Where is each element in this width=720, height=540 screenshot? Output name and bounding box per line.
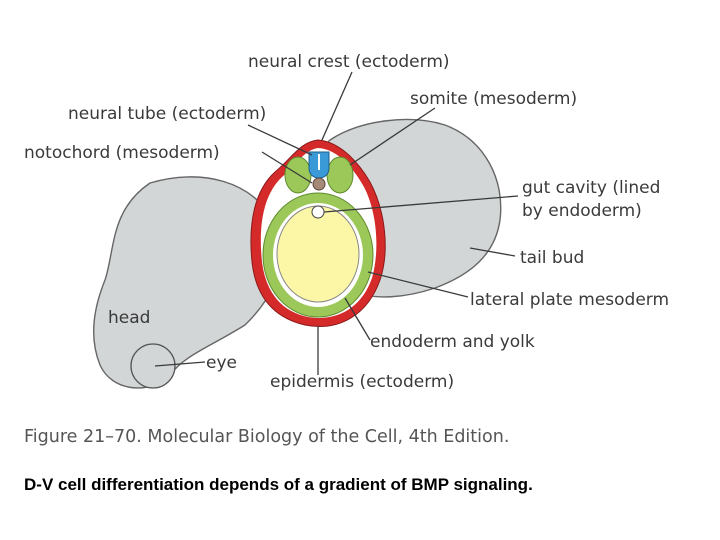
label-neural-tube: neural tube (ectoderm): [68, 104, 267, 124]
yolk: [277, 206, 359, 302]
slide-caption: D-V cell differentiation depends of a gradient of BMP signaling.: [24, 475, 533, 494]
label-notochord: notochord (mesoderm): [24, 143, 220, 163]
label-gut-cavity-1: gut cavity (lined: [522, 178, 661, 198]
label-epidermis: epidermis (ectoderm): [270, 372, 455, 392]
head-region: [94, 177, 281, 388]
label-neural-crest: neural crest (ectoderm): [248, 52, 450, 72]
somite-right: [327, 157, 353, 193]
notochord: [313, 178, 325, 190]
label-endoderm-yolk: endoderm and yolk: [370, 332, 535, 352]
leader-neural-tube: [248, 125, 312, 155]
label-head: head: [108, 308, 151, 328]
label-eye: eye: [206, 353, 237, 373]
leader-neural-crest: [322, 72, 352, 140]
label-lateral-plate: lateral plate mesoderm: [470, 290, 670, 310]
figure-caption: Figure 21–70. Molecular Biology of the Cell, 4th Edition.: [24, 427, 510, 447]
gut-cavity: [312, 206, 324, 218]
label-gut-cavity-2: by endoderm): [522, 201, 642, 221]
eye: [131, 344, 175, 388]
label-tail-bud: tail bud: [520, 248, 585, 268]
label-somite: somite (mesoderm): [410, 89, 578, 109]
